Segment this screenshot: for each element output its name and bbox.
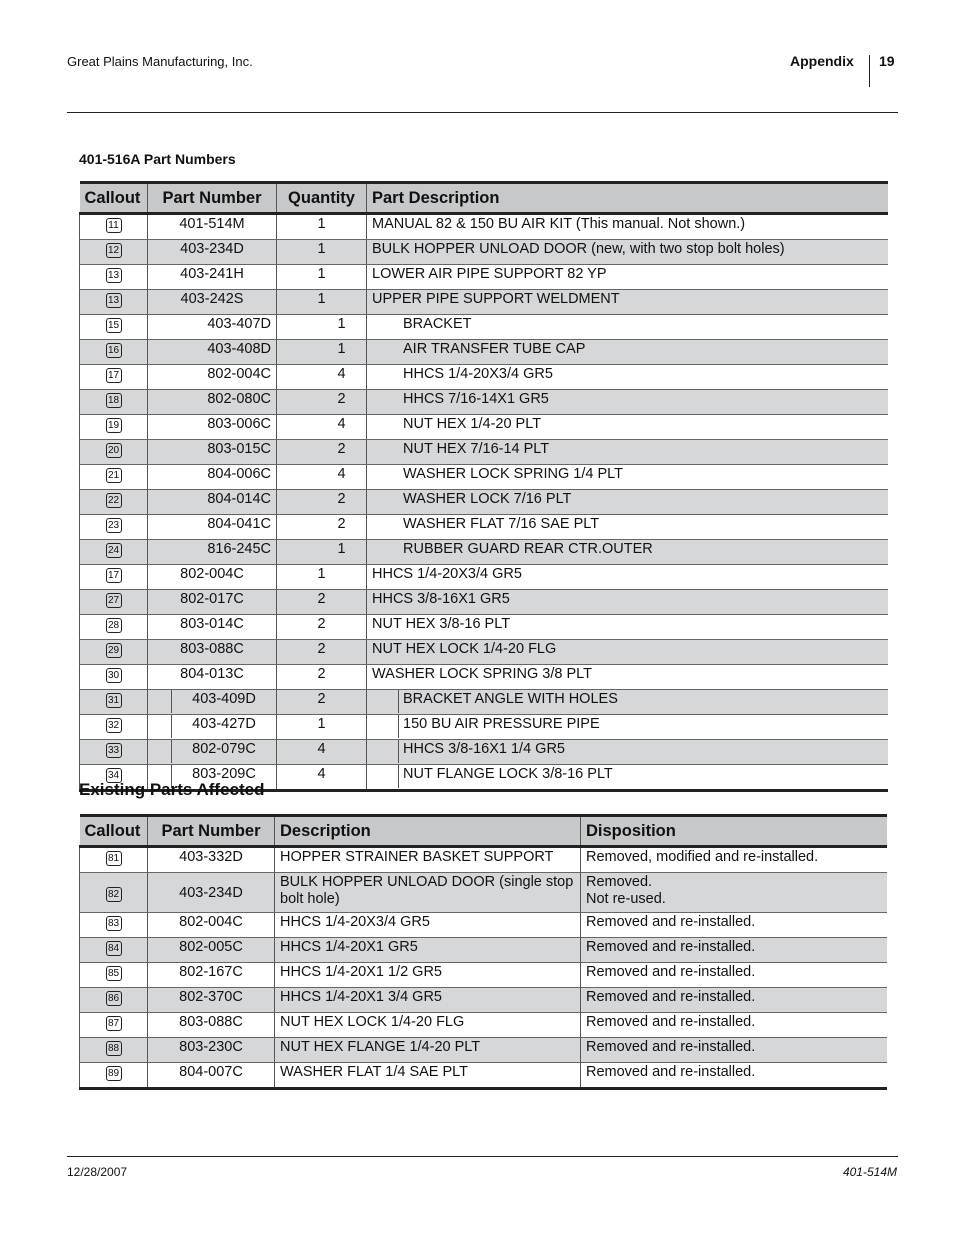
- callout-cell: [80, 465, 148, 490]
- table-row: [80, 415, 888, 440]
- part-description: WASHER LOCK SPRING 3/8 PLT: [372, 666, 592, 682]
- part-number-cell: [148, 490, 277, 515]
- table-row: [80, 873, 887, 913]
- quantity-cell: 1: [277, 540, 367, 565]
- callout-cell: [80, 1013, 148, 1038]
- part-number-cell: [148, 365, 277, 390]
- description-cell: [367, 490, 888, 515]
- part-number-cell: [148, 690, 277, 715]
- part-number: 804-006C: [207, 466, 271, 482]
- callout-badge: 20: [106, 443, 122, 458]
- callout-cell: [80, 340, 148, 365]
- description-cell: [367, 740, 888, 765]
- description-cell: [367, 615, 888, 640]
- callout-badge: 31: [106, 693, 122, 708]
- quantity-cell: 1: [277, 715, 367, 740]
- description-cell: HOPPER STRAINER BASKET SUPPORT: [275, 847, 581, 873]
- part-number: 803-088C: [180, 641, 244, 657]
- part-number: 802-004C: [180, 566, 244, 582]
- table-row: [80, 1063, 887, 1089]
- quantity-cell: 2: [277, 690, 367, 715]
- callout-badge: 19: [106, 418, 122, 433]
- callout-badge: 88: [106, 1041, 122, 1056]
- part-number: 403-408D: [207, 341, 271, 357]
- table-row: [80, 214, 888, 240]
- part-number-cell: 802-370C: [148, 988, 275, 1013]
- indent-spacer: [148, 715, 172, 738]
- callout-cell: [80, 440, 148, 465]
- callout-badge: 87: [106, 1016, 122, 1031]
- table-row: [80, 290, 888, 315]
- table-row: [80, 740, 888, 765]
- part-number-cell: 804-007C: [148, 1063, 275, 1089]
- callout-badge: 84: [106, 941, 122, 956]
- part-number: 803-006C: [207, 416, 271, 432]
- callout-badge: 82: [106, 887, 122, 902]
- description-cell: NUT HEX FLANGE 1/4-20 PLT: [275, 1038, 581, 1063]
- callout-badge: 13: [106, 293, 122, 308]
- part-description: MANUAL 82 & 150 BU AIR KIT (This manual. Not shown.): [372, 216, 746, 232]
- part-number-cell: [148, 315, 277, 340]
- callout-cell: [80, 315, 148, 340]
- description-cell: NUT HEX LOCK 1/4-20 FLG: [275, 1013, 581, 1038]
- indent-spacer: [367, 690, 399, 713]
- part-number-cell: [148, 540, 277, 565]
- quantity-cell: 4: [277, 765, 367, 791]
- table-row: [80, 938, 887, 963]
- part-number: 802-080C: [207, 391, 271, 407]
- quantity-cell: 1: [277, 315, 367, 340]
- description-cell: [367, 640, 888, 665]
- callout-badge: 22: [106, 493, 122, 508]
- table-row: [80, 615, 888, 640]
- disposition-cell: Removed and re-installed.: [581, 1063, 887, 1089]
- callout-cell: [80, 913, 148, 938]
- part-number: 403-242S: [180, 291, 244, 307]
- quantity-cell: 2: [277, 440, 367, 465]
- part-number: 403-427D: [192, 716, 256, 732]
- part-number: 803-209C: [192, 766, 256, 782]
- part-number-indent: [148, 740, 276, 763]
- header-separator: [869, 55, 870, 87]
- description-cell: [367, 690, 888, 715]
- col-header-part-number: Part Number: [148, 816, 275, 847]
- callout-cell: [80, 490, 148, 515]
- callout-badge: 81: [106, 851, 122, 866]
- page-number: 19: [879, 53, 895, 69]
- description-cell: [367, 265, 888, 290]
- affected-table-header: [80, 816, 887, 847]
- callout-badge: 21: [106, 468, 122, 483]
- callout-cell: [80, 690, 148, 715]
- callout-badge: 86: [106, 991, 122, 1006]
- callout-cell: [80, 415, 148, 440]
- table-row: [80, 690, 888, 715]
- callout-cell: [80, 1063, 148, 1089]
- part-number: 804-013C: [180, 666, 244, 682]
- part-number-cell: [148, 465, 277, 490]
- callout-cell: [80, 540, 148, 565]
- part-number: 403-407D: [207, 316, 271, 332]
- part-number: 804-014C: [207, 491, 271, 507]
- callout-badge: 24: [106, 543, 122, 558]
- part-number: 403-409D: [192, 691, 256, 707]
- part-number-cell: 803-088C: [148, 1013, 275, 1038]
- part-description: NUT HEX 3/8-16 PLT: [372, 616, 511, 632]
- callout-cell: [80, 515, 148, 540]
- part-number-cell: [148, 214, 277, 240]
- part-number: 802-004C: [207, 366, 271, 382]
- quantity-cell: 2: [277, 490, 367, 515]
- callout-badge: 23: [106, 518, 122, 533]
- disposition-cell: Removed and re-installed.: [581, 1013, 887, 1038]
- quantity-cell: 2: [277, 590, 367, 615]
- section-title: Appendix: [790, 53, 854, 69]
- part-description: NUT HEX LOCK 1/4-20 FLG: [372, 641, 557, 657]
- table-row: [80, 490, 888, 515]
- callout-badge: 17: [106, 568, 122, 583]
- callout-badge: 32: [106, 718, 122, 733]
- callout-cell: [80, 265, 148, 290]
- callout-cell: [80, 390, 148, 415]
- description-cell: [367, 465, 888, 490]
- description-cell: [367, 415, 888, 440]
- part-number-cell: [148, 390, 277, 415]
- part-description: HHCS 7/16-14X1 GR5: [403, 391, 549, 407]
- table-row: [80, 565, 888, 590]
- table-row: [80, 988, 887, 1013]
- part-number-cell: [148, 440, 277, 465]
- quantity-cell: 1: [277, 290, 367, 315]
- part-description: LOWER AIR PIPE SUPPORT 82 YP: [372, 266, 607, 282]
- part-number-cell: 802-004C: [148, 913, 275, 938]
- description-cell: [367, 214, 888, 240]
- quantity-cell: 1: [277, 340, 367, 365]
- description-cell: [367, 290, 888, 315]
- callout-cell: [80, 938, 148, 963]
- callout-badge: 12: [106, 243, 122, 258]
- part-number: 803-015C: [207, 441, 271, 457]
- indent-spacer: [367, 765, 399, 788]
- part-number-cell: [148, 290, 277, 315]
- part-number-indent: [148, 715, 276, 738]
- part-number: 803-014C: [180, 616, 244, 632]
- callout-badge: 28: [106, 618, 122, 633]
- table-row: [80, 715, 888, 740]
- col-header-callout: Callout: [80, 816, 148, 847]
- parts-table-title: 401-516A Part Numbers: [79, 151, 236, 167]
- table-row: [80, 365, 888, 390]
- callout-cell: [80, 365, 148, 390]
- callout-badge: 29: [106, 643, 122, 658]
- quantity-cell: 2: [277, 390, 367, 415]
- part-description: RUBBER GUARD REAR CTR.OUTER: [403, 541, 653, 557]
- col-header-part-number: Part Number: [148, 183, 277, 214]
- table-row: [80, 540, 888, 565]
- part-number-cell: [148, 340, 277, 365]
- part-number-cell: 403-234D: [148, 873, 275, 913]
- part-number-cell: [148, 415, 277, 440]
- part-number: 403-241H: [180, 266, 244, 282]
- company-name: Great Plains Manufacturing, Inc.: [67, 54, 253, 69]
- indent-spacer: [367, 715, 399, 738]
- description-cell: [367, 565, 888, 590]
- description-cell: [367, 365, 888, 390]
- description-cell: [367, 590, 888, 615]
- part-description: NUT HEX 1/4-20 PLT: [403, 416, 542, 432]
- part-number-cell: [148, 240, 277, 265]
- description-cell: [367, 390, 888, 415]
- callout-cell: [80, 290, 148, 315]
- description-indent: [367, 715, 888, 738]
- description-cell: HHCS 1/4-20X1 1/2 GR5: [275, 963, 581, 988]
- table-row: [80, 640, 888, 665]
- quantity-cell: 2: [277, 665, 367, 690]
- callout-cell: [80, 640, 148, 665]
- callout-cell: [80, 740, 148, 765]
- description-cell: HHCS 1/4-20X3/4 GR5: [275, 913, 581, 938]
- callout-cell: [80, 565, 148, 590]
- table-row: [80, 1013, 887, 1038]
- quantity-cell: 4: [277, 465, 367, 490]
- part-description: AIR TRANSFER TUBE CAP: [403, 341, 586, 357]
- table-row: [80, 847, 887, 873]
- callout-badge: 11: [106, 218, 122, 233]
- description-cell: [367, 315, 888, 340]
- affected-table-title: Existing Parts Affected: [79, 780, 265, 799]
- disposition-cell: Removed and re-installed.: [581, 913, 887, 938]
- callout-cell: [80, 214, 148, 240]
- part-number-cell: [148, 740, 277, 765]
- callout-cell: [80, 590, 148, 615]
- parts-table-header: [80, 183, 888, 214]
- quantity-cell: 4: [277, 740, 367, 765]
- description-cell: WASHER FLAT 1/4 SAE PLT: [275, 1063, 581, 1089]
- header-rule: [67, 112, 898, 113]
- quantity-cell: 1: [277, 214, 367, 240]
- table-row: [80, 515, 888, 540]
- callout-cell: [80, 847, 148, 873]
- col-header-part-description: Part Description: [367, 183, 888, 214]
- disposition-cell: Removed and re-installed.: [581, 963, 887, 988]
- col-header-quantity: Quantity: [277, 183, 367, 214]
- description-cell: HHCS 1/4-20X1 3/4 GR5: [275, 988, 581, 1013]
- part-number: 802-079C: [192, 741, 256, 757]
- footer-rule: [67, 1156, 898, 1157]
- disposition-cell: Removed and re-installed.: [581, 988, 887, 1013]
- part-description: NUT HEX 7/16-14 PLT: [403, 441, 550, 457]
- callout-cell: [80, 1038, 148, 1063]
- indent-spacer: [367, 740, 399, 763]
- part-number: 403-234D: [180, 241, 244, 257]
- callout-badge: 16: [106, 343, 122, 358]
- part-number-cell: 802-005C: [148, 938, 275, 963]
- quantity-cell: 4: [277, 415, 367, 440]
- footer-doc-number: 401-514M: [842, 1165, 897, 1179]
- description-cell: [367, 715, 888, 740]
- part-description: HHCS 1/4-20X3/4 GR5: [403, 366, 553, 382]
- part-description: BULK HOPPER UNLOAD DOOR (new, with two stop bolt holes): [372, 241, 785, 257]
- table-row: [80, 963, 887, 988]
- part-number-cell: [148, 590, 277, 615]
- description-cell: [367, 540, 888, 565]
- description-cell: [367, 440, 888, 465]
- part-number-cell: [148, 665, 277, 690]
- callout-cell: [80, 665, 148, 690]
- part-description: BRACKET: [403, 316, 472, 332]
- part-number-cell: [148, 640, 277, 665]
- table-row: [80, 390, 888, 415]
- footer-date: 12/28/2007: [67, 1165, 128, 1179]
- part-description: WASHER LOCK 7/16 PLT: [403, 491, 572, 507]
- part-number-cell: 802-167C: [148, 963, 275, 988]
- quantity-cell: 2: [277, 615, 367, 640]
- description-cell: [367, 340, 888, 365]
- col-header-description: Description: [275, 816, 581, 847]
- part-number: 802-017C: [180, 591, 244, 607]
- affected-parts-table: [79, 814, 887, 1090]
- callout-cell: [80, 873, 148, 913]
- indent-spacer: [148, 690, 172, 713]
- part-number-indent: [148, 690, 276, 713]
- table-row: [80, 265, 888, 290]
- parts-table: [79, 181, 888, 792]
- table-row: [80, 340, 888, 365]
- callout-badge: 83: [106, 916, 122, 931]
- disposition-cell: Removed and re-installed.: [581, 938, 887, 963]
- description-cell: [367, 240, 888, 265]
- table-row: [80, 440, 888, 465]
- callout-badge: 15: [106, 318, 122, 333]
- part-number-cell: [148, 715, 277, 740]
- quantity-cell: 1: [277, 265, 367, 290]
- part-number: 804-041C: [207, 516, 271, 532]
- callout-badge: 13: [106, 268, 122, 283]
- part-description: BRACKET ANGLE WITH HOLES: [403, 691, 618, 707]
- callout-badge: 89: [106, 1066, 122, 1081]
- col-header-disposition: Disposition: [581, 816, 887, 847]
- quantity-cell: 1: [277, 565, 367, 590]
- quantity-cell: 1: [277, 240, 367, 265]
- description-indent: [367, 690, 888, 713]
- callout-badge: 33: [106, 743, 122, 758]
- part-description: NUT FLANGE LOCK 3/8-16 PLT: [403, 766, 613, 782]
- callout-cell: [80, 715, 148, 740]
- callout-badge: 85: [106, 966, 122, 981]
- callout-badge: 34: [106, 768, 122, 783]
- col-header-callout: Callout: [80, 183, 148, 214]
- callout-cell: [80, 963, 148, 988]
- part-number-cell: [148, 565, 277, 590]
- callout-cell: [80, 240, 148, 265]
- part-number: 816-245C: [207, 541, 271, 557]
- part-description: UPPER PIPE SUPPORT WELDMENT: [372, 291, 620, 307]
- description-indent: [367, 765, 888, 788]
- part-description: HHCS 3/8-16X1 1/4 GR5: [403, 741, 565, 757]
- description-indent: [367, 740, 888, 763]
- table-row: [80, 1038, 887, 1063]
- table-row: [80, 315, 888, 340]
- description-cell: [367, 665, 888, 690]
- part-description: HHCS 3/8-16X1 GR5: [372, 591, 510, 607]
- part-description: HHCS 1/4-20X3/4 GR5: [372, 566, 522, 582]
- part-description: WASHER FLAT 7/16 SAE PLT: [403, 516, 600, 532]
- disposition-cell: Removed, modified and re-installed.: [581, 847, 887, 873]
- callout-badge: 17: [106, 368, 122, 383]
- description-cell: HHCS 1/4-20X1 GR5: [275, 938, 581, 963]
- quantity-cell: 2: [277, 515, 367, 540]
- callout-badge: 18: [106, 393, 122, 408]
- table-row: [80, 465, 888, 490]
- disposition-cell: Removed. Not re-used.: [581, 873, 887, 913]
- callout-cell: [80, 615, 148, 640]
- part-description: WASHER LOCK SPRING 1/4 PLT: [403, 466, 623, 482]
- description-cell: BULK HOPPER UNLOAD DOOR (single stop bolt hole): [275, 873, 581, 913]
- table-row: [80, 240, 888, 265]
- part-number-cell: [148, 515, 277, 540]
- table-row: [80, 665, 888, 690]
- part-description: 150 BU AIR PRESSURE PIPE: [403, 716, 600, 732]
- description-cell: [367, 515, 888, 540]
- description-cell: [367, 765, 888, 791]
- part-number-cell: 803-230C: [148, 1038, 275, 1063]
- callout-badge: 30: [106, 668, 122, 683]
- table-row: [80, 913, 887, 938]
- callout-badge: 27: [106, 593, 122, 608]
- quantity-cell: 4: [277, 365, 367, 390]
- part-number-cell: [148, 265, 277, 290]
- table-row: [80, 590, 888, 615]
- part-number-cell: [148, 615, 277, 640]
- quantity-cell: 2: [277, 640, 367, 665]
- part-number: 401-514M: [179, 216, 245, 232]
- disposition-cell: Removed and re-installed.: [581, 1038, 887, 1063]
- part-number-cell: 403-332D: [148, 847, 275, 873]
- indent-spacer: [148, 740, 172, 763]
- callout-cell: [80, 988, 148, 1013]
